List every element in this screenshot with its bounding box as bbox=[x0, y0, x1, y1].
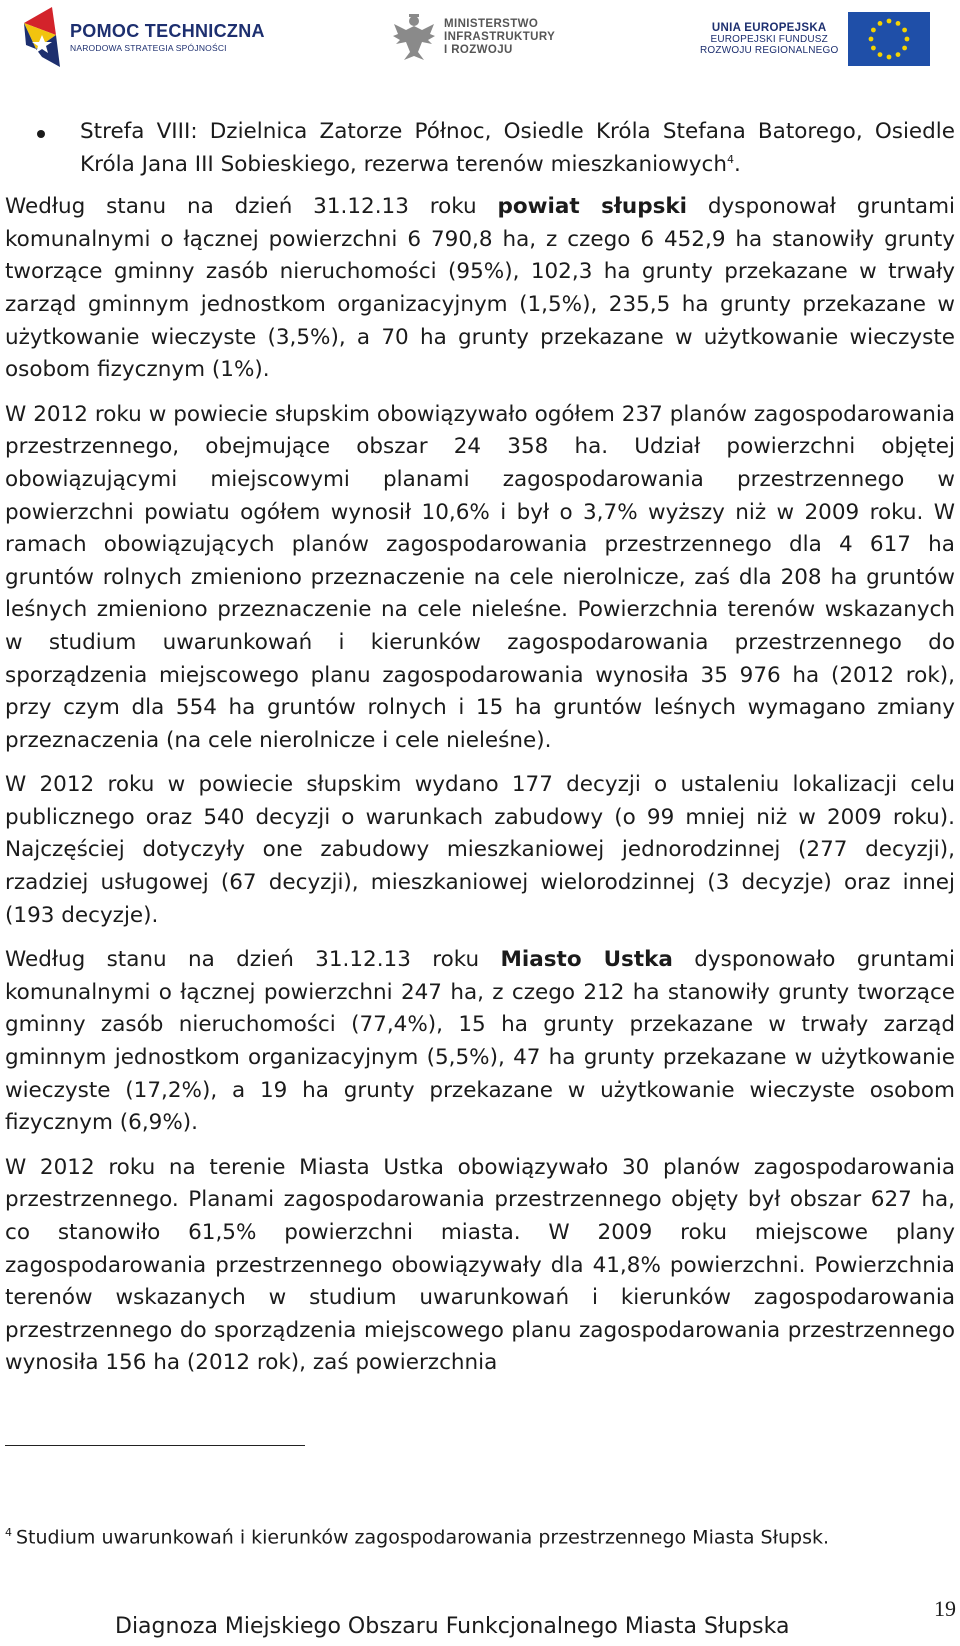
page-header bbox=[0, 0, 960, 80]
paragraph-text: dysponowało gruntami komunalnymi o łącznej powierzchni 247 ha, z czego 212 ha stanowiły grunty tworzące gminny zasób nieruchomości (77,4%), 15 ha grunty przekazane w trwały zarząd gminnym jednostkom organizacyjnym (5,5%), 47 ha grunty przekazane w użytkowanie wieczyste (17,2%), a 19 ha grunty przekazane w użytkowanie wieczyste osobom fizycznym (6,9%). bbox=[5, 947, 955, 1136]
eu-flag-icon bbox=[848, 12, 930, 66]
paragraph-text: dysponował gruntami komunalnymi o łącznej powierzchni 6 790,8 ha, z czego 6 452,9 ha stanowiły grunty tworzące gminny zasób nieruchomości (95%), 102,3 ha grunty przekazane w trwały zarząd gminnym jednostkom organizacyjnym (1,5%), 235,5 ha grunty przekazane w użytkowanie wieczyste (3,5%), a 70 ha grunty przekazane w użytkowanie wieczyste osobom fizycznym (1%). bbox=[5, 194, 955, 383]
list-item-strefa-viii bbox=[5, 116, 955, 181]
logo-center-line3: I ROZWOJU bbox=[444, 43, 513, 56]
logo-right-line2: EUROPEJSKI FUNDUSZ bbox=[710, 34, 828, 45]
footnote-separator bbox=[5, 1445, 305, 1446]
bullet-text-end: . bbox=[733, 151, 741, 177]
logo-pomoc-techniczna bbox=[22, 4, 265, 70]
bullet-text: Strefa VIII: Dzielnica Zatorze Północ, Osiedle Króla Stefana Batorego, Osiedle Króla Jana III Sobieskiego, rezerwa terenów mieszkaniowych bbox=[80, 119, 955, 177]
paragraph-powiat-decyzje: W 2012 roku w powiecie słupskim wydano 177 decyzji o ustaleniu lokalizacji celu publicznego oraz 540 decyzji o warunkach zabudowy (o 99 mniej niż w 2009 roku). Najczęściej dotyczyły one zabudowy mieszkaniowej jednorodzinnej (277 decyzji), rzadziej usługowej (67 decyzji), mieszkaniowej wielorodzinnej (3 decyzje) oraz innej (193 decyzje). bbox=[5, 772, 955, 928]
footnote-mark: 4 bbox=[5, 1526, 12, 1539]
paragraph-ustka-plany: W 2012 roku na terenie Miasta Ustka obowiązywało 30 planów zagospodarowania przestrzennego. Planami zagospodarowania przestrzennego objęty był obszar 627 ha, co stanowiło 61,5% powierzchni miasta. W 2009 roku miejscowe plany zagospodarowania przestrzennego obowiązywały dla 41,8% powierzchni. Powierzchnia terenów wskazanych w studium uwarunkowań i kierunków zagospodarowania przestrzennego do sporządzenia miejscowego planu zagospodarowania przestrzennego wynosiła 156 ha (2012 rok), zaś powierzchnia bbox=[5, 1154, 955, 1376]
logo-center-line1: MINISTERSTWO bbox=[444, 17, 539, 30]
document-body bbox=[5, 116, 955, 1392]
footer-title: Diagnoza Miejskiego Obszaru Funkcjonalnego Miasta Słupska bbox=[115, 1614, 790, 1639]
logo-unia-europejska bbox=[700, 12, 930, 66]
logo-ministerstwo bbox=[392, 12, 555, 62]
paragraph-powiat-grunty bbox=[5, 191, 955, 387]
paragraph-ustka-grunty bbox=[5, 944, 955, 1140]
polish-eagle-icon bbox=[392, 12, 436, 62]
pomoc-techniczna-emblem-icon bbox=[22, 5, 62, 69]
paragraph-text: Według stanu na dzień 31.12.13 roku bbox=[5, 947, 501, 973]
bold-term-powiat: powiat słupski bbox=[497, 194, 688, 220]
page-number: 19 bbox=[934, 1596, 956, 1621]
footnote-reference: 4 bbox=[726, 152, 734, 166]
logo-left-title: POMOC TECHNICZNA bbox=[70, 21, 265, 41]
paragraph-text: Według stanu na dzień 31.12.13 roku bbox=[5, 194, 498, 220]
logo-center-line2: INFRASTRUKTURY bbox=[444, 30, 556, 43]
logo-right-line1: UNIA EUROPEJSKA bbox=[711, 22, 827, 34]
footnote bbox=[5, 1526, 829, 1548]
bullet-icon bbox=[37, 130, 45, 138]
footnote-text: Studium uwarunkowań i kierunków zagospodarowania przestrzennego Miasta Słupsk. bbox=[16, 1526, 830, 1549]
paragraph-powiat-plany: W 2012 roku w powiecie słupskim obowiązywało ogółem 237 planów zagospodarowania przestrzennego, obejmujące obszar 24 358 ha. Udział powierzchni objętej obowiązującymi miejscowymi planami zagospodarowania przestrzennego w powierzchni powiatu ogółem wynosił 10,6% i był o 3,7% wyższy niż w 2009 roku. W ramach obowiązujących planów zagospodarowania przestrzennego dla 4 617 ha gruntów rolnych zmieniono przeznaczenie na cele nierolnicze, zaś dla 208 ha gruntów leśnych zmieniono przeznaczenie na cele nieleśne. Powierzchnia terenów wskazanych w studium uwarunkowań i kierunków zagospodarowania przestrzennego do sporządzenia miejscowego planu zagospodarowania wynosiła 35 976 ha (2012 rok), przy czym dla 554 ha gruntów rolnych i 15 ha gruntów leśnych wymagano zmiany przeznaczenia (na cele nierolnicze i cele nieleśne). bbox=[5, 401, 955, 753]
bold-term-ustka: Miasto Ustka bbox=[500, 947, 673, 973]
logo-left-subtitle: NARODOWA STRATEGIA SPÓJNOŚCI bbox=[70, 43, 227, 53]
logo-right-line3: ROZWOJU REGIONALNEGO bbox=[700, 45, 839, 56]
